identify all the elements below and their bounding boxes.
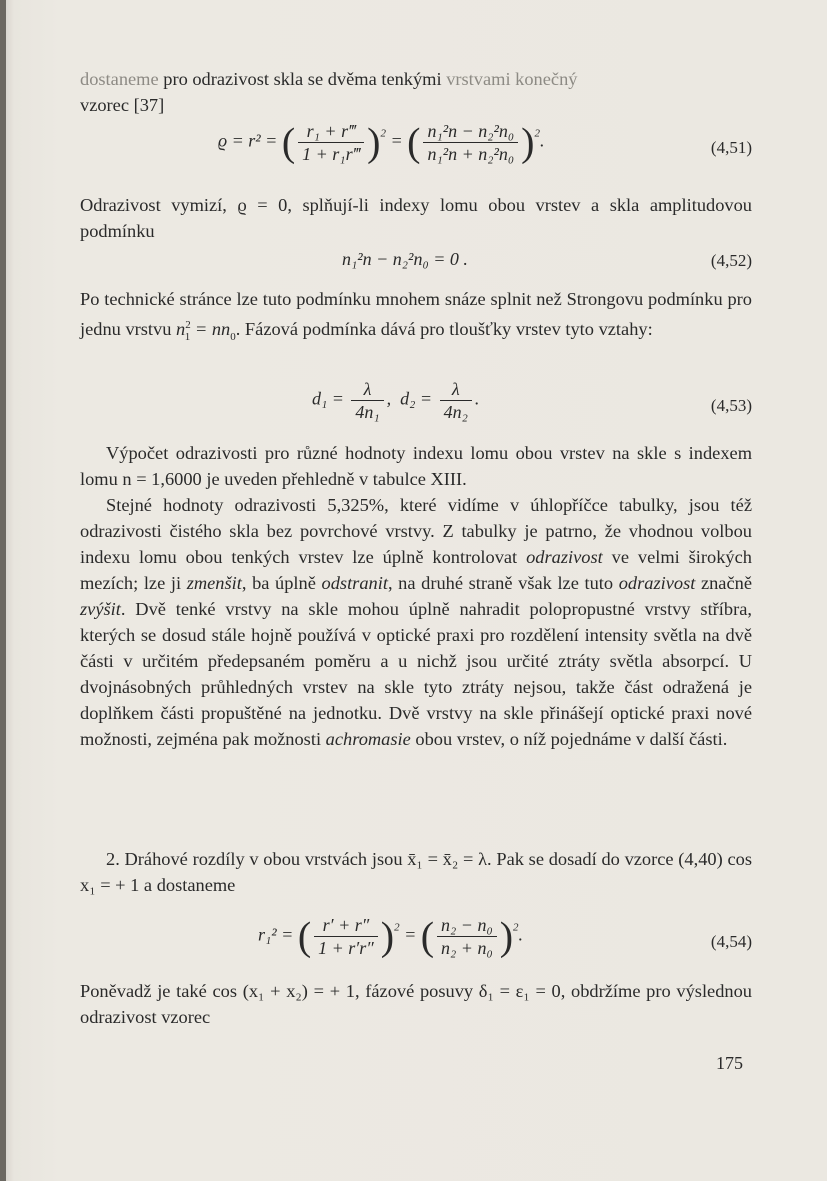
exponent: 2 bbox=[380, 127, 386, 140]
fraction-numerator: λ bbox=[440, 378, 472, 401]
fraction-1 bbox=[351, 378, 383, 423]
book-spine-edge bbox=[0, 0, 6, 1181]
intro-line-1 bbox=[80, 66, 752, 92]
equation-4-51 bbox=[80, 120, 752, 176]
fraction-denominator: 4n₂ bbox=[443, 402, 468, 422]
page-number: 175 bbox=[716, 1053, 743, 1073]
emphasis: odrazivost bbox=[618, 573, 696, 593]
paragraph-text: Odrazivost vymizí, ϱ = 0, splňují-li indexy lomu obou vrstev a skla amplitudovou podmínku bbox=[80, 195, 752, 241]
exponent: 2 bbox=[534, 127, 540, 140]
emphasis: odrazivost bbox=[526, 547, 603, 567]
math: n bbox=[176, 319, 186, 340]
fraction-2 bbox=[437, 914, 497, 959]
equation-body: n₁²n − n₂²n₀ = 0 . bbox=[342, 249, 468, 269]
fraction-denominator: n₁²n + n₂²n₀ bbox=[427, 144, 515, 164]
equation-body: r₁² = ( $\frac{r' + r''}{1 + r'r''}$ )$^2$ = ( $\frac{\text{n₂ − n₀}}{\text{n₂ + n₀}}$ )$^2$. bbox=[258, 913, 524, 959]
equals-sign: = bbox=[390, 130, 403, 151]
exponent: 2 bbox=[394, 921, 400, 934]
paragraph-4 bbox=[80, 440, 752, 492]
emphasis: zmenšit bbox=[186, 573, 242, 593]
equation-4-52 bbox=[80, 246, 752, 276]
fraction-denominator: 1 + r₁r‴ bbox=[302, 144, 361, 164]
fraction-1 bbox=[298, 120, 364, 165]
fraction-numerator: n₁²n − n₂²n₀ bbox=[423, 120, 518, 143]
eq-lhs: d₁ = bbox=[312, 388, 344, 409]
text: Stejné hodnoty odrazivosti 5,325%, které vidíme v úhlopříčce tabulky, jsou též odrazivosti čistého skla bez povrchové vrstvy. Z tabulky je patrno, že vhodnou volbou indexu lomu obou tenkých vrstev lze úplně kontrolovat bbox=[80, 495, 752, 567]
paragraph-text: Poněvadž je také cos (x₁ + x₂) = + 1, fázové posuvy δ₁ = ε₁ = 0, obdržíme pro výslednou odrazivost vzorec bbox=[80, 981, 752, 1027]
fraction-numerator: n₂ − n₀ bbox=[437, 914, 497, 937]
equation-4-53 bbox=[80, 378, 752, 434]
period: . bbox=[540, 130, 545, 151]
math: = nn bbox=[190, 319, 231, 340]
paragraph-text bbox=[80, 492, 752, 752]
equation-body bbox=[312, 378, 479, 423]
fraction-2 bbox=[423, 120, 518, 165]
comma: , bbox=[386, 388, 392, 409]
eq-lhs: d₂ = bbox=[400, 388, 433, 409]
text: obou vrstev, o níž pojednáme v další části. bbox=[410, 729, 728, 749]
equation-body: ϱ = r² = ( $\frac{\text{r₁ + r‴}}{\text{1 + r₁r‴}}$ )$^2$ = ( $\frac{\text{n₁²n − n₂²n₀}}{\text{n₁²n + n₂²n₀}}$ )$^2$. bbox=[218, 119, 545, 165]
paragraph-5 bbox=[80, 492, 752, 752]
text: . Fázová podmínka dává pro tloušťky vrstev tyto vztahy: bbox=[235, 319, 653, 340]
text: značně bbox=[695, 573, 752, 593]
text: Po technické stránce lze tuto podmínku mnohem snáze splnit než Strongovu podmínku pro jednu vrstvu bbox=[80, 289, 752, 340]
fraction-numerator: r₁ + r‴ bbox=[298, 120, 364, 143]
paragraph-text bbox=[80, 286, 752, 350]
text: , na druhé straně však lze tuto bbox=[387, 573, 619, 593]
text: , ba úplně bbox=[241, 573, 322, 593]
equation-number: (4,54) bbox=[710, 932, 752, 951]
paragraph-2 bbox=[80, 192, 752, 244]
text: ve velmi širokých mezích; lze ji bbox=[80, 547, 752, 593]
exponent: 2 bbox=[513, 921, 519, 934]
fraction-denominator: 1 + r′r″ bbox=[318, 938, 374, 958]
fraction-1 bbox=[314, 914, 378, 959]
paragraph-text: Výpočet odrazivosti pro různé hodnoty indexu lomu obou vrstev na skle s indexem lomu n = 1,6000 je uveden přehledně v tabulce XIII. bbox=[80, 443, 752, 489]
equation-4-54 bbox=[80, 912, 752, 972]
paragraph-text: 2. Dráhové rozdíly v obou vrstvách jsou x̄₁ = x̄₂ = λ. Pak se dosadí do vzorce (4,40) cos x₁ = + 1 a dostaneme bbox=[80, 849, 752, 895]
fraction-denominator: 4n₁ bbox=[355, 402, 380, 422]
eq-lhs: ϱ = r² = bbox=[218, 130, 278, 151]
period: . bbox=[474, 388, 480, 409]
paragraph-6 bbox=[80, 846, 752, 898]
paragraph-7 bbox=[80, 978, 752, 1030]
subscript: 0 bbox=[230, 330, 236, 343]
intro-line-2: vzorec [37] bbox=[80, 95, 165, 115]
intro-paragraph bbox=[80, 66, 752, 118]
emphasis: zvýšit bbox=[80, 599, 121, 619]
equation-number: (4,51) bbox=[710, 138, 752, 157]
text: . Dvě tenké vrstvy na skle mohou úplně nahradit polopropustné vrstvy stříbra, kterých se dosud stále hojně používá v optické praxi pro rozdělení intensity světla na dvě části v určitém předepsaném poměru a u nichž jsou určité ztráty světla absorpcí. U dvojnásobných průhledných vrstev na skle tyto ztráty nejsou, takže část odražená je doplňkem části propuštěné na jednotku. Dvě vrstvy na skle přinášejí optické praxi nové možnosti, zejména pak možnosti bbox=[80, 599, 752, 749]
equation-number: (4,52) bbox=[710, 251, 752, 270]
faded-text: dostaneme bbox=[80, 69, 159, 89]
intro-text: pro odrazivost skla se dvěma tenkými bbox=[158, 69, 447, 89]
paragraph-3 bbox=[80, 286, 752, 350]
fraction-numerator: r′ + r″ bbox=[314, 914, 378, 937]
fraction-2 bbox=[440, 378, 472, 423]
eq-lhs: r₁² = bbox=[258, 924, 294, 945]
emphasis: odstranit bbox=[321, 573, 388, 593]
subscript: 1 bbox=[184, 330, 191, 343]
equals-sign: = bbox=[404, 924, 417, 945]
fraction-numerator: λ bbox=[351, 378, 383, 401]
period: . bbox=[518, 924, 524, 945]
emphasis: achromasie bbox=[325, 729, 411, 749]
fraction-denominator: n₂ + n₀ bbox=[441, 938, 493, 958]
superscript: 2 bbox=[185, 319, 191, 331]
equation-number: (4,53) bbox=[710, 396, 752, 415]
faded-text-end: vrstvami konečný bbox=[446, 69, 578, 89]
